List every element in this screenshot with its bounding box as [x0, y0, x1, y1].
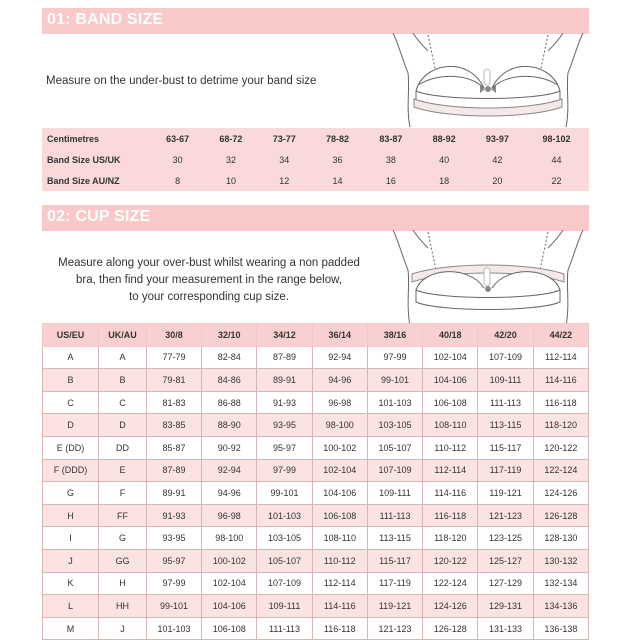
- cup-cell: 92-94: [202, 459, 257, 482]
- cup-cell: 103-105: [367, 414, 422, 437]
- cup-cell: 97-99: [257, 459, 312, 482]
- cup-cell: 114-116: [312, 595, 367, 618]
- cup-cell: HH: [99, 595, 147, 618]
- cup-cell: 77-79: [146, 346, 201, 369]
- cup-cell: 118-120: [423, 527, 478, 550]
- cup-cell: 112-114: [533, 346, 588, 369]
- cup-cell: B: [99, 369, 147, 392]
- band-cell: 93-97: [471, 128, 524, 149]
- cup-cell: 100-102: [202, 549, 257, 572]
- cup-cell: 124-126: [423, 595, 478, 618]
- band-size-header: [42, 8, 589, 34]
- cup-cell: 92-94: [312, 346, 367, 369]
- cup-cell: 96-98: [202, 504, 257, 527]
- cup-cell: 108-110: [312, 527, 367, 550]
- cup-cell: 111-113: [478, 391, 533, 414]
- cup-cell: 99-101: [146, 595, 201, 618]
- cup-cell: E (DD): [43, 436, 99, 459]
- band-cell: 40: [417, 149, 470, 170]
- cup-cell: 107-109: [367, 459, 422, 482]
- cup-cell: F (DDD): [43, 459, 99, 482]
- cup-cell: 134-136: [533, 595, 588, 618]
- cup-cell: K: [43, 572, 99, 595]
- band-cell: 78-82: [311, 128, 364, 149]
- cup-cell: 97-99: [146, 572, 201, 595]
- cup-cell: 107-109: [478, 346, 533, 369]
- cup-cell: H: [43, 504, 99, 527]
- cup-header-cell: US/EU: [43, 324, 99, 347]
- cup-cell: 106-108: [312, 504, 367, 527]
- band-row-label: Band Size AU/NZ: [42, 170, 151, 191]
- cup-cell: 91-93: [257, 391, 312, 414]
- cup-cell: 91-93: [146, 504, 201, 527]
- band-cell: 18: [417, 170, 470, 191]
- cup-instruction-line: bra, then find your measurement in the range below,: [76, 274, 342, 286]
- cup-cell: 104-106: [202, 595, 257, 618]
- cup-cell: 121-123: [367, 617, 422, 640]
- cup-cell: 110-112: [312, 549, 367, 572]
- band-cell: 68-72: [204, 128, 257, 149]
- band-cell: 38: [364, 149, 417, 170]
- cup-cell: 109-111: [478, 369, 533, 392]
- cup-cell: 85-87: [146, 436, 201, 459]
- band-table-row-centimetres: [42, 128, 589, 149]
- cup-size-header: [42, 205, 589, 231]
- band-cell: 20: [471, 170, 524, 191]
- cup-cell: 115-117: [478, 436, 533, 459]
- cup-cell: 125-127: [478, 549, 533, 572]
- cup-cell: 94-96: [312, 369, 367, 392]
- cup-cell: 89-91: [146, 482, 201, 505]
- cup-cell: 112-114: [312, 572, 367, 595]
- cup-cell: D: [43, 414, 99, 437]
- cup-cell: 104-106: [423, 369, 478, 392]
- band-cell: 42: [471, 149, 524, 170]
- cup-cell: 100-102: [312, 436, 367, 459]
- cup-table-header-row: [43, 324, 589, 347]
- cup-cell: 120-122: [533, 436, 588, 459]
- cup-cell: 81-83: [146, 391, 201, 414]
- cup-cell: 87-89: [257, 346, 312, 369]
- cup-cell: 112-114: [423, 459, 478, 482]
- cup-cell: 114-116: [533, 369, 588, 392]
- band-cell: 22: [524, 170, 589, 191]
- cup-cell: H: [99, 572, 147, 595]
- cup-header-cell: 44/22: [533, 324, 588, 347]
- cup-table-row: [43, 504, 589, 527]
- cup-cell: 116-118: [312, 617, 367, 640]
- band-cell: 16: [364, 170, 417, 191]
- cup-cell: L: [43, 595, 99, 618]
- cup-cell: 116-118: [423, 504, 478, 527]
- cup-cell: B: [43, 369, 99, 392]
- cup-cell: 111-113: [257, 617, 312, 640]
- cup-table-row: [43, 436, 589, 459]
- cup-cell: 119-121: [367, 595, 422, 618]
- cup-table-row: [43, 369, 589, 392]
- underbust-illustration: [388, 33, 588, 127]
- cup-cell: 82-84: [202, 346, 257, 369]
- cup-table-row: [43, 482, 589, 505]
- band-cell: 34: [258, 149, 311, 170]
- cup-table-row: [43, 459, 589, 482]
- cup-cell: 116-118: [533, 391, 588, 414]
- band-size-title: 01: BAND SIZE: [47, 11, 164, 28]
- cup-cell: F: [99, 482, 147, 505]
- cup-cell: A: [99, 346, 147, 369]
- cup-cell: 86-88: [202, 391, 257, 414]
- cup-cell: 102-104: [423, 346, 478, 369]
- cup-cell: 107-109: [257, 572, 312, 595]
- cup-cell: 120-122: [423, 549, 478, 572]
- cup-cell: 103-105: [257, 527, 312, 550]
- cup-cell: 98-100: [202, 527, 257, 550]
- cup-cell: 87-89: [146, 459, 201, 482]
- cup-cell: 113-115: [478, 414, 533, 437]
- cup-cell: C: [43, 391, 99, 414]
- cup-cell: 106-108: [423, 391, 478, 414]
- cup-table-row: [43, 617, 589, 640]
- cup-cell: 109-111: [257, 595, 312, 618]
- cup-header-cell: 34/12: [257, 324, 312, 347]
- cup-cell: 126-128: [533, 504, 588, 527]
- cup-table-row: [43, 595, 589, 618]
- cup-cell: D: [99, 414, 147, 437]
- cup-cell: 99-101: [257, 482, 312, 505]
- cup-cell: 95-97: [257, 436, 312, 459]
- cup-cell: 119-121: [478, 482, 533, 505]
- band-row-label: Band Size US/UK: [42, 149, 151, 170]
- cup-instruction-line: Measure along your over-bust whilst wearing a non padded: [58, 257, 360, 269]
- cup-cell: 117-119: [478, 459, 533, 482]
- cup-size-table: [42, 323, 589, 640]
- band-cell: 63-67: [151, 128, 204, 149]
- cup-cell: 83-85: [146, 414, 201, 437]
- cup-cell: 109-111: [367, 482, 422, 505]
- cup-cell: 102-104: [202, 572, 257, 595]
- band-cell: 83-87: [364, 128, 417, 149]
- cup-cell: J: [43, 549, 99, 572]
- cup-cell: 93-95: [146, 527, 201, 550]
- cup-cell: 114-116: [423, 482, 478, 505]
- cup-size-instructions: [44, 255, 374, 306]
- cup-cell: 102-104: [312, 459, 367, 482]
- cup-header-cell: 40/18: [423, 324, 478, 347]
- cup-cell: FF: [99, 504, 147, 527]
- cup-cell: M: [43, 617, 99, 640]
- band-cell: 44: [524, 149, 589, 170]
- cup-cell: 79-81: [146, 369, 201, 392]
- cup-cell: 96-98: [312, 391, 367, 414]
- cup-cell: A: [43, 346, 99, 369]
- cup-cell: 108-110: [423, 414, 478, 437]
- band-size-instructions: Measure on the under-bust to detrime your band size: [46, 75, 317, 87]
- cup-header-cell: 42/20: [478, 324, 533, 347]
- cup-table-row: [43, 391, 589, 414]
- cup-header-cell: 38/16: [367, 324, 422, 347]
- band-cell: 8: [151, 170, 204, 191]
- cup-table-row: [43, 572, 589, 595]
- cup-cell: 101-103: [257, 504, 312, 527]
- band-cell: 14: [311, 170, 364, 191]
- cup-cell: 132-134: [533, 572, 588, 595]
- band-cell: 32: [204, 149, 257, 170]
- cup-cell: 101-103: [367, 391, 422, 414]
- cup-cell: G: [99, 527, 147, 550]
- cup-cell: 117-119: [367, 572, 422, 595]
- band-table-row-us-uk: [42, 149, 589, 170]
- cup-table-row: [43, 414, 589, 437]
- band-size-table: [42, 128, 589, 191]
- cup-cell: 89-91: [257, 369, 312, 392]
- cup-cell: 97-99: [367, 346, 422, 369]
- band-cell: 10: [204, 170, 257, 191]
- cup-cell: G: [43, 482, 99, 505]
- cup-table-row: [43, 527, 589, 550]
- band-cell: 73-77: [258, 128, 311, 149]
- band-cell: 98-102: [524, 128, 589, 149]
- cup-cell: 84-86: [202, 369, 257, 392]
- cup-cell: 101-103: [146, 617, 201, 640]
- cup-cell: 106-108: [202, 617, 257, 640]
- cup-cell: 131-133: [478, 617, 533, 640]
- cup-cell: 90-92: [202, 436, 257, 459]
- cup-cell: 111-113: [367, 504, 422, 527]
- cup-cell: 98-100: [312, 414, 367, 437]
- cup-header-cell: 32/10: [202, 324, 257, 347]
- cup-header-cell: UK/AU: [99, 324, 147, 347]
- cup-cell: 121-123: [478, 504, 533, 527]
- band-cell: 36: [311, 149, 364, 170]
- cup-cell: 123-125: [478, 527, 533, 550]
- cup-cell: 126-128: [423, 617, 478, 640]
- cup-cell: 122-124: [533, 459, 588, 482]
- cup-cell: 115-117: [367, 549, 422, 572]
- cup-table-row: [43, 346, 589, 369]
- band-row-label: Centimetres: [42, 128, 151, 149]
- cup-cell: 124-126: [533, 482, 588, 505]
- cup-cell: 110-112: [423, 436, 478, 459]
- cup-cell: 88-90: [202, 414, 257, 437]
- cup-cell: 95-97: [146, 549, 201, 572]
- cup-header-cell: 36/14: [312, 324, 367, 347]
- cup-cell: E: [99, 459, 147, 482]
- band-cell: 88-92: [417, 128, 470, 149]
- cup-cell: C: [99, 391, 147, 414]
- band-cell: 12: [258, 170, 311, 191]
- cup-cell: 128-130: [533, 527, 588, 550]
- cup-cell: 127-129: [478, 572, 533, 595]
- cup-cell: 130-132: [533, 549, 588, 572]
- cup-cell: DD: [99, 436, 147, 459]
- cup-instruction-line: to your corresponding cup size.: [129, 291, 289, 303]
- cup-cell: J: [99, 617, 147, 640]
- cup-cell: 113-115: [367, 527, 422, 550]
- cup-cell: 94-96: [202, 482, 257, 505]
- cup-header-cell: 30/8: [146, 324, 201, 347]
- cup-cell: 129-131: [478, 595, 533, 618]
- cup-cell: 105-107: [257, 549, 312, 572]
- band-cell: 30: [151, 149, 204, 170]
- cup-cell: 136-138: [533, 617, 588, 640]
- cup-cell: I: [43, 527, 99, 550]
- band-table-row-au-nz: [42, 170, 589, 191]
- cup-cell: 104-106: [312, 482, 367, 505]
- overbust-illustration: [388, 230, 588, 326]
- cup-cell: 99-101: [367, 369, 422, 392]
- cup-cell: 93-95: [257, 414, 312, 437]
- cup-table-row: [43, 549, 589, 572]
- cup-cell: 118-120: [533, 414, 588, 437]
- cup-cell: 105-107: [367, 436, 422, 459]
- cup-size-title: 02: CUP SIZE: [47, 208, 151, 225]
- cup-cell: GG: [99, 549, 147, 572]
- cup-cell: 122-124: [423, 572, 478, 595]
